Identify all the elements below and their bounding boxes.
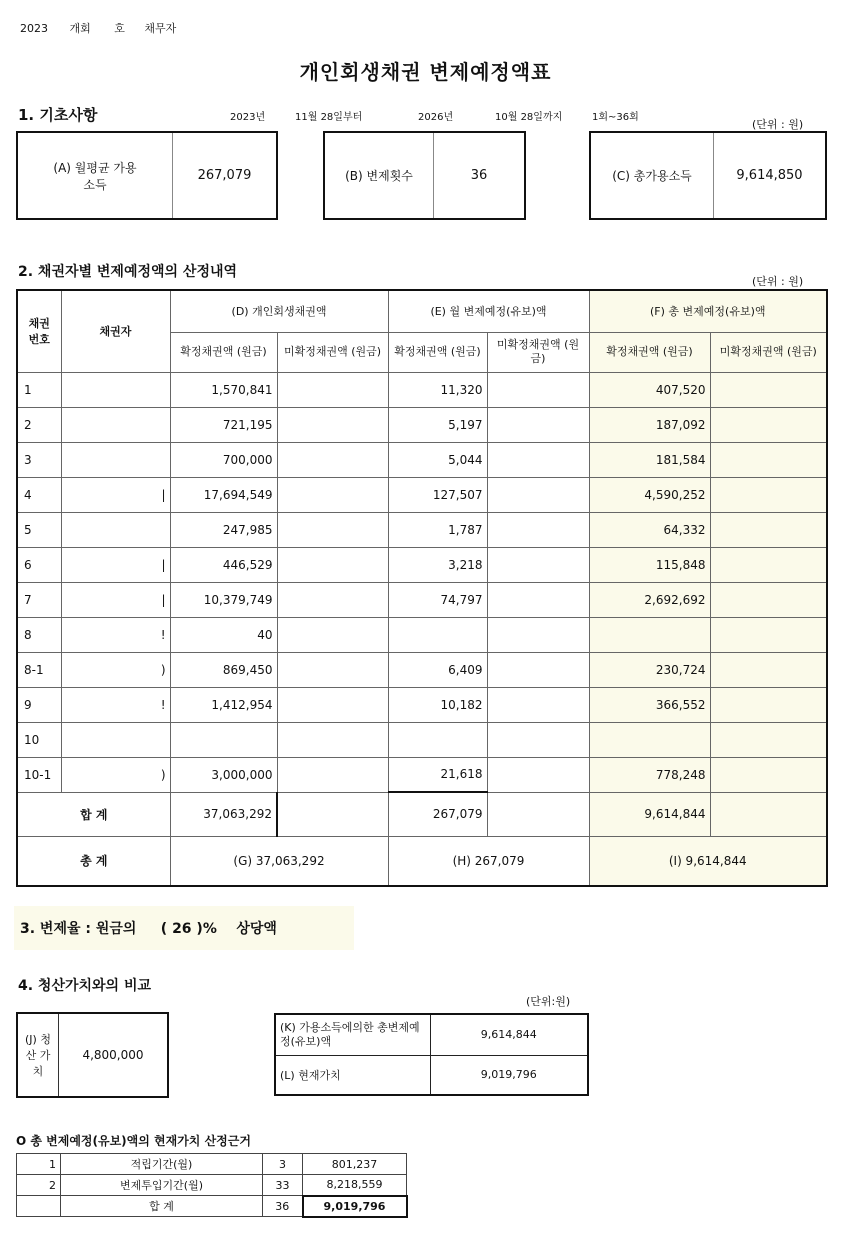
f-confirmed: 407,520 xyxy=(589,372,710,407)
total-label: 총 계 xyxy=(17,836,170,886)
header-year: 2023 xyxy=(20,22,48,35)
sum-f: 9,614,844 xyxy=(589,792,710,836)
e-confirmed: 74,797 xyxy=(388,582,487,617)
f-confirmed xyxy=(589,617,710,652)
total-i: (I) 9,614,844 xyxy=(589,836,827,886)
box-c xyxy=(589,131,827,220)
f-unconfirmed xyxy=(710,652,827,687)
l-label: (L) 현재가치 xyxy=(275,1055,430,1095)
e-confirmed: 5,197 xyxy=(388,407,487,442)
creditor-no: 3 xyxy=(17,442,61,477)
table-row xyxy=(17,757,827,792)
box-b-label: (B) 변제횟수 xyxy=(345,169,413,183)
box-a xyxy=(16,131,278,220)
section2-heading: 2. 채권자별 변제예정액의 산정내역 xyxy=(18,264,238,280)
header-debtor-label: 채무자 xyxy=(144,22,177,35)
d-unconfirmed xyxy=(277,617,388,652)
end-year: 2026년 xyxy=(418,112,454,123)
pv-idx: 2 xyxy=(17,1175,61,1196)
sum-d-unconfirmed xyxy=(277,792,388,836)
d-confirmed: 3,000,000 xyxy=(170,757,277,792)
f-unconfirmed xyxy=(710,547,827,582)
start-month-day: 11월 28일부터 xyxy=(295,112,363,123)
col-f-header: (F) 총 변제예정(유보)액 xyxy=(589,290,827,332)
creditor-name: ) xyxy=(61,757,170,792)
e-unconfirmed xyxy=(487,687,589,722)
pv-row xyxy=(17,1154,407,1175)
creditor-name xyxy=(61,442,170,477)
section1-unit: (단위 : 원) xyxy=(752,118,804,131)
d-unconfirmed xyxy=(277,652,388,687)
creditor-name: | xyxy=(61,547,170,582)
creditor-name: ! xyxy=(61,617,170,652)
sum-label: 합 계 xyxy=(17,792,170,836)
sub-d-unconfirmed: 미확정채권액 (원금) xyxy=(277,332,388,372)
e-unconfirmed xyxy=(487,722,589,757)
creditor-no: 5 xyxy=(17,512,61,547)
pv-total-value: 9,019,796 xyxy=(303,1196,407,1217)
f-confirmed: 64,332 xyxy=(589,512,710,547)
creditor-name: ! xyxy=(61,687,170,722)
pv-value: 8,218,559 xyxy=(303,1175,407,1196)
sum-f-unconfirmed xyxy=(710,792,827,836)
e-unconfirmed xyxy=(487,547,589,582)
pv-total-months: 36 xyxy=(263,1196,303,1217)
table-row xyxy=(17,617,827,652)
d-confirmed: 1,412,954 xyxy=(170,687,277,722)
d-unconfirmed xyxy=(277,512,388,547)
pv-heading: O 총 변제예정(유보)액의 현재가치 산정근거 xyxy=(16,1134,251,1148)
d-confirmed: 247,985 xyxy=(170,512,277,547)
pv-table xyxy=(16,1153,408,1218)
table-row xyxy=(17,372,827,407)
e-confirmed: 5,044 xyxy=(388,442,487,477)
f-unconfirmed xyxy=(710,687,827,722)
round-range: 1회~36회 xyxy=(592,112,639,123)
e-unconfirmed xyxy=(487,442,589,477)
f-confirmed: 181,584 xyxy=(589,442,710,477)
table-row xyxy=(17,477,827,512)
box-j-value: 4,800,000 xyxy=(82,1048,144,1062)
e-unconfirmed xyxy=(487,477,589,512)
section4-heading: 4. 청산가치와의 비교 xyxy=(18,978,151,994)
d-confirmed: 1,570,841 xyxy=(170,372,277,407)
box-b xyxy=(323,131,526,220)
box-j-label: (J) 청산 가치 xyxy=(25,1033,51,1078)
d-unconfirmed xyxy=(277,582,388,617)
box-b-value: 36 xyxy=(470,168,488,183)
e-confirmed: 127,507 xyxy=(388,477,487,512)
e-unconfirmed xyxy=(487,757,589,792)
section2-unit: (단위 : 원) xyxy=(752,275,804,288)
d-unconfirmed xyxy=(277,757,388,792)
f-confirmed: 115,848 xyxy=(589,547,710,582)
col-d-header: (D) 개인회생채권액 xyxy=(170,290,388,332)
e-confirmed: 6,409 xyxy=(388,652,487,687)
creditor-name: ) xyxy=(61,652,170,687)
d-unconfirmed xyxy=(277,372,388,407)
e-unconfirmed xyxy=(487,512,589,547)
f-unconfirmed xyxy=(710,442,827,477)
table-row xyxy=(17,722,827,757)
d-unconfirmed xyxy=(277,477,388,512)
end-month-day: 10월 28일까지 xyxy=(495,112,563,123)
creditor-name: | xyxy=(61,477,170,512)
f-confirmed: 230,724 xyxy=(589,652,710,687)
sum-e-unconfirmed xyxy=(487,792,589,836)
col-no-header: 채권 번호 xyxy=(17,290,61,372)
creditor-no: 6 xyxy=(17,547,61,582)
box-c-label: (C) 총가용소득 xyxy=(612,169,692,183)
col-e-header: (E) 월 변제예정(유보)액 xyxy=(388,290,589,332)
sub-e-unconfirmed: 미확정채권액 (원금) xyxy=(487,332,589,372)
sum-d: 37,063,292 xyxy=(170,792,277,836)
f-unconfirmed xyxy=(710,407,827,442)
section3-band xyxy=(14,906,354,950)
e-unconfirmed xyxy=(487,372,589,407)
e-confirmed: 3,218 xyxy=(388,547,487,582)
d-confirmed: 700,000 xyxy=(170,442,277,477)
creditor-no: 2 xyxy=(17,407,61,442)
f-confirmed: 778,248 xyxy=(589,757,710,792)
f-unconfirmed xyxy=(710,372,827,407)
creditor-name: | xyxy=(61,582,170,617)
l-value: 9,019,796 xyxy=(430,1055,588,1095)
d-confirmed: 40 xyxy=(170,617,277,652)
d-unconfirmed xyxy=(277,687,388,722)
f-unconfirmed xyxy=(710,582,827,617)
table-row xyxy=(17,687,827,722)
d-confirmed: 17,694,549 xyxy=(170,477,277,512)
d-unconfirmed xyxy=(277,442,388,477)
box-c-value: 9,614,850 xyxy=(736,168,803,183)
f-confirmed: 366,552 xyxy=(589,687,710,722)
e-unconfirmed xyxy=(487,582,589,617)
e-confirmed xyxy=(388,722,487,757)
d-confirmed: 869,450 xyxy=(170,652,277,687)
creditor-no: 8-1 xyxy=(17,652,61,687)
start-year: 2023년 xyxy=(230,112,266,123)
f-unconfirmed xyxy=(710,617,827,652)
pv-total-label: 합 계 xyxy=(61,1196,263,1217)
pv-value: 801,237 xyxy=(303,1154,407,1175)
sub-f-unconfirmed: 미확정채권액 (원금) xyxy=(710,332,827,372)
header-case-no: 호 xyxy=(114,22,125,35)
e-confirmed: 10,182 xyxy=(388,687,487,722)
creditor-no: 7 xyxy=(17,582,61,617)
box-a-label: (A) 월평균 가용소득 xyxy=(53,160,137,192)
pv-idx: 1 xyxy=(17,1154,61,1175)
k-value: 9,614,844 xyxy=(430,1014,588,1055)
table-row xyxy=(17,582,827,617)
comparison-table xyxy=(274,1013,589,1096)
creditor-no: 4 xyxy=(17,477,61,512)
creditor-no: 1 xyxy=(17,372,61,407)
creditor-no: 9 xyxy=(17,687,61,722)
table-row xyxy=(17,407,827,442)
e-confirmed: 21,618 xyxy=(388,757,487,792)
d-unconfirmed xyxy=(277,722,388,757)
d-unconfirmed xyxy=(277,407,388,442)
f-confirmed: 2,692,692 xyxy=(589,582,710,617)
creditor-name xyxy=(61,407,170,442)
e-confirmed: 1,787 xyxy=(388,512,487,547)
section1-heading: 1. 기초사항 xyxy=(18,106,98,124)
e-confirmed xyxy=(388,617,487,652)
pv-total-idx xyxy=(17,1196,61,1217)
f-confirmed: 187,092 xyxy=(589,407,710,442)
table-row xyxy=(17,547,827,582)
table-row xyxy=(17,512,827,547)
e-unconfirmed xyxy=(487,617,589,652)
pv-months: 3 xyxy=(263,1154,303,1175)
creditor-name xyxy=(61,372,170,407)
sub-d-confirmed: 확정채권액 (원금) xyxy=(170,332,277,372)
col-creditor-header: 채권자 xyxy=(61,290,170,372)
f-confirmed: 4,590,252 xyxy=(589,477,710,512)
e-confirmed: 11,320 xyxy=(388,372,487,407)
sum-e: 267,079 xyxy=(388,792,487,836)
sub-f-confirmed: 확정채권액 (원금) xyxy=(589,332,710,372)
table-row xyxy=(17,442,827,477)
f-unconfirmed xyxy=(710,757,827,792)
f-confirmed xyxy=(589,722,710,757)
e-unconfirmed xyxy=(487,407,589,442)
sub-e-confirmed: 확정채권액 (원금) xyxy=(388,332,487,372)
creditor-no: 8 xyxy=(17,617,61,652)
creditor-no: 10-1 xyxy=(17,757,61,792)
pv-months: 33 xyxy=(263,1175,303,1196)
box-a-value: 267,079 xyxy=(197,168,252,183)
pv-label: 변제투입기간(월) xyxy=(61,1175,263,1196)
f-unconfirmed xyxy=(710,477,827,512)
d-unconfirmed xyxy=(277,547,388,582)
k-label: (K) 가용소득에의한 총변제예정(유보)액 xyxy=(275,1014,430,1055)
creditor-name xyxy=(61,512,170,547)
f-unconfirmed xyxy=(710,722,827,757)
d-confirmed: 721,195 xyxy=(170,407,277,442)
e-unconfirmed xyxy=(487,652,589,687)
d-confirmed: 10,379,749 xyxy=(170,582,277,617)
pv-row xyxy=(17,1175,407,1196)
table-row xyxy=(17,652,827,687)
header-case-label: 개회 xyxy=(69,22,91,35)
section4-unit: (단위:원) xyxy=(526,995,571,1008)
creditor-table xyxy=(16,289,828,887)
total-h: (H) 267,079 xyxy=(388,836,589,886)
creditor-no: 10 xyxy=(17,722,61,757)
d-confirmed xyxy=(170,722,277,757)
total-g: (G) 37,063,292 xyxy=(170,836,388,886)
header-line xyxy=(20,20,176,36)
box-j xyxy=(16,1012,169,1098)
pv-label: 적립기간(월) xyxy=(61,1154,263,1175)
repayment-rate: 3. 변제율 : 원금의 ( 26 )% 상당액 xyxy=(20,921,277,937)
page-title: 개인회생채권 변제예정액표 xyxy=(299,60,552,84)
d-confirmed: 446,529 xyxy=(170,547,277,582)
creditor-name xyxy=(61,722,170,757)
f-unconfirmed xyxy=(710,512,827,547)
